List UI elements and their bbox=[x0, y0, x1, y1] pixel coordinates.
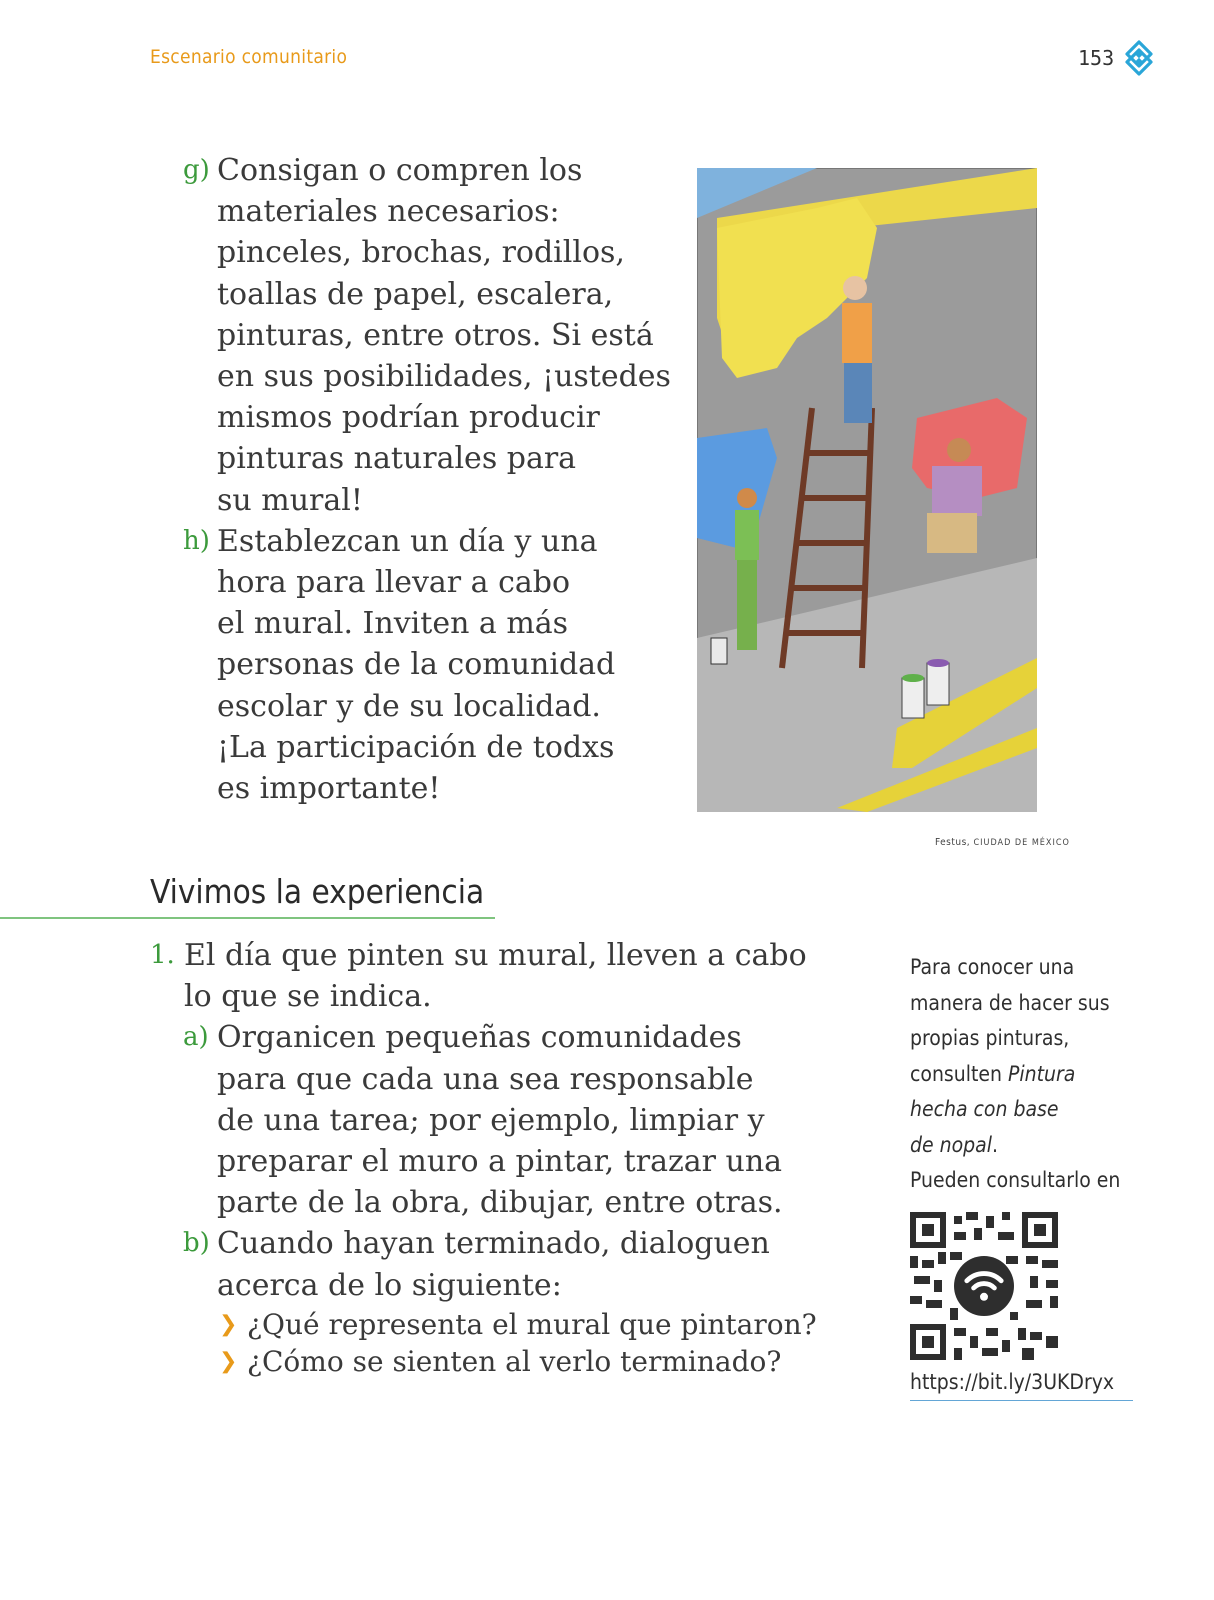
resource-link[interactable]: https://bit.ly/3UKDryx bbox=[910, 1370, 1115, 1394]
text-line: para que cada una sea responsable bbox=[217, 1061, 754, 1097]
qr-code-icon[interactable] bbox=[910, 1212, 1058, 1360]
text-line: Cuando hayan terminado, dialoguen bbox=[217, 1226, 770, 1262]
book-logo-icon bbox=[1123, 40, 1155, 76]
text-line: en sus posibilidades, ¡ustedes bbox=[217, 359, 671, 395]
resource-title: de nopal bbox=[910, 1132, 992, 1157]
step-marker: b) bbox=[183, 1228, 210, 1259]
text-line: lo que se indica. bbox=[184, 979, 432, 1015]
text-line: pinceles, brochas, rodillos, bbox=[217, 235, 625, 271]
text-line: acerca de lo siguiente: bbox=[217, 1267, 562, 1303]
text-line: Consigan o compren los bbox=[217, 153, 583, 188]
text-line: escolar y de su localidad. bbox=[217, 688, 601, 724]
text-line: parte de la obra, dibujar, entre otras. bbox=[217, 1185, 783, 1221]
sidenote bbox=[910, 950, 1160, 1199]
subitem-b bbox=[183, 1223, 850, 1379]
sidenote-line bbox=[910, 1128, 1160, 1164]
resource-title: hecha con base bbox=[910, 1097, 1059, 1121]
text-line: Establezcan un día y una bbox=[217, 523, 598, 559]
sidenote-text: . bbox=[991, 1132, 998, 1157]
question-text: ¿Qué representa el mural que pintaron? bbox=[247, 1307, 817, 1341]
activity-marker: 1. bbox=[150, 940, 175, 970]
section-title: Vivimos la experiencia bbox=[150, 872, 485, 911]
sidenote-line bbox=[910, 1057, 1160, 1093]
chevron-bullet-icon: ❯ bbox=[219, 1348, 238, 1374]
subitem-a bbox=[183, 1017, 850, 1223]
question-text: ¿Cómo se sienten al verlo terminado? bbox=[247, 1344, 782, 1378]
text-line: materiales necesarios: bbox=[217, 194, 560, 230]
text-line: hora para llevar a cabo bbox=[217, 565, 571, 601]
text-line: preparar el muro a pintar, trazar una bbox=[217, 1144, 783, 1180]
text-line: su mural! bbox=[217, 482, 363, 518]
text-line: toallas de papel, escalera, bbox=[217, 276, 614, 312]
activity-item bbox=[150, 935, 850, 1017]
text-line: es importante! bbox=[217, 771, 441, 807]
sidenote-line: propias pinturas, bbox=[910, 1026, 1070, 1050]
text-line: pinturas, entre otros. Si está bbox=[217, 317, 654, 353]
sidenote-line: Para conocer una bbox=[910, 955, 1075, 979]
activity-subitems bbox=[150, 1017, 850, 1379]
text-line: Organicen pequeñas comunidades bbox=[217, 1020, 742, 1056]
sidenote-line: manera de hacer sus bbox=[910, 990, 1110, 1015]
activity-1 bbox=[150, 935, 850, 1380]
link-underline bbox=[910, 1400, 1133, 1401]
steps-top bbox=[183, 150, 683, 809]
step-marker: h) bbox=[183, 525, 210, 556]
running-header: Escenario comunitario bbox=[150, 46, 348, 68]
caption-place: CIUDAD DE MÉXICO bbox=[973, 838, 1070, 848]
mural-illustration bbox=[697, 168, 1037, 812]
step-marker: a) bbox=[183, 1022, 209, 1053]
illustration-caption bbox=[935, 837, 1070, 848]
sidenote-line: Pueden consultarlo en bbox=[910, 1168, 1121, 1192]
question-list bbox=[217, 1306, 850, 1380]
text-line: de una tarea; por ejemplo, limpiar y bbox=[217, 1102, 765, 1138]
sidenote-line bbox=[910, 1092, 1160, 1128]
step-h bbox=[183, 521, 683, 809]
text-line: el mural. Inviten a más bbox=[217, 606, 569, 642]
caption-author: Festus, bbox=[935, 837, 971, 848]
step-g bbox=[183, 150, 683, 521]
text-line: pinturas naturales para bbox=[217, 441, 577, 477]
text-line: personas de la comunidad bbox=[217, 647, 616, 683]
text-line: mismos podrían producir bbox=[217, 400, 600, 436]
resource-title: Pintura bbox=[1008, 1061, 1076, 1086]
step-marker: g) bbox=[183, 155, 210, 185]
list-item bbox=[217, 1343, 850, 1380]
section-divider bbox=[0, 917, 495, 919]
text-line: ¡La participación de todxs bbox=[217, 729, 615, 765]
page-number: 153 bbox=[1078, 46, 1115, 70]
text-line: El día que pinten su mural, lleven a cabo bbox=[184, 938, 807, 973]
chevron-bullet-icon: ❯ bbox=[219, 1311, 238, 1337]
list-item bbox=[217, 1306, 850, 1343]
sidenote-text: consulten bbox=[910, 1061, 1008, 1086]
